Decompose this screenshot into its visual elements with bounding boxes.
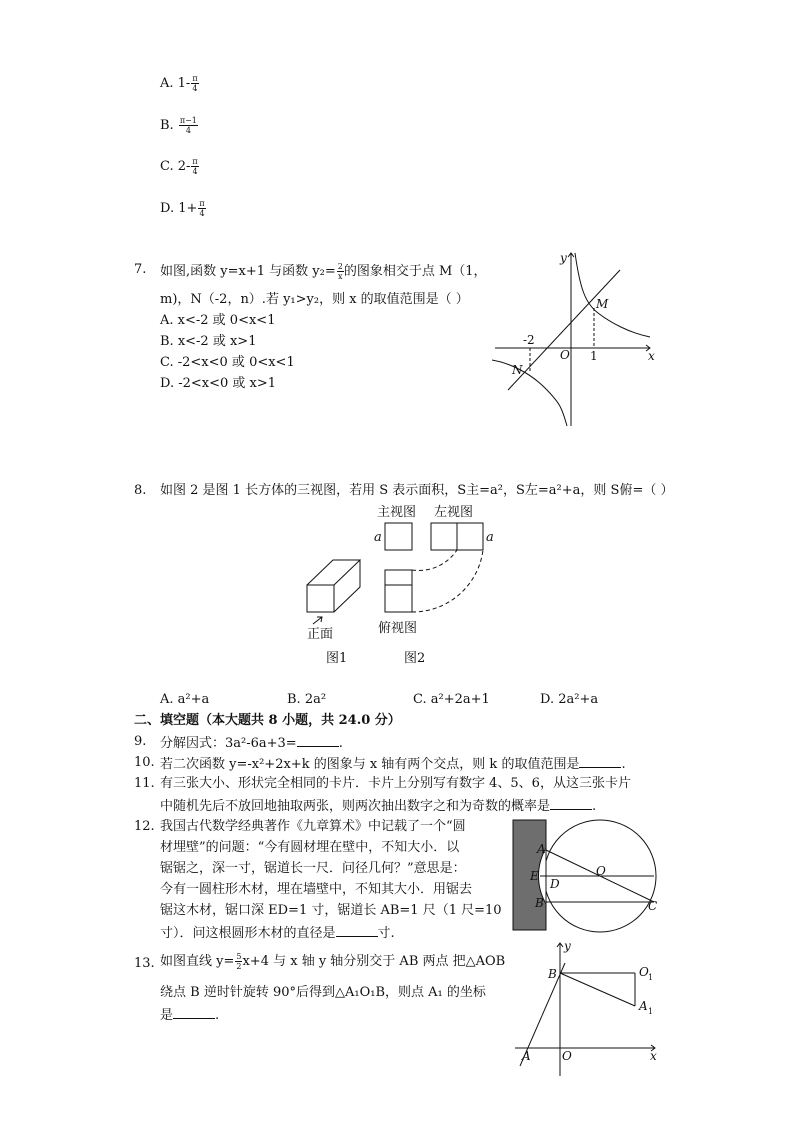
x-label: x <box>648 349 655 363</box>
projection-arc-inner <box>412 550 457 570</box>
fig2-label: 图2 <box>404 651 426 666</box>
q6-option-b-fraction <box>179 116 198 135</box>
q13-line1-suffix: x+4 与 x 轴 y 轴分别交于 AB 两点 把△AOB <box>242 954 506 969</box>
q13-line1-prefix: 如图直线 y= <box>160 954 235 969</box>
q6-option-c-prefix: C. 2- <box>160 159 191 174</box>
point-o1-label: O <box>639 965 649 979</box>
q8-option-b: B. 2a² <box>287 692 327 707</box>
projection-arc-outer <box>412 550 483 612</box>
q9-question: 分解因式：3a²-6a+3= <box>160 736 297 751</box>
q12-figure <box>510 818 670 936</box>
fraction-denominator: 4 <box>192 167 198 176</box>
q9-answer-blank[interactable] <box>297 734 339 747</box>
x-label: x <box>650 1049 657 1063</box>
front-label: 正面 <box>307 627 334 642</box>
left-view-label: 左视图 <box>434 505 474 520</box>
point-e-label: E <box>530 869 539 883</box>
q11-question: 中随机先后不放回地抽取两张，则两次抽出数字之和为奇数的概率是 <box>160 799 551 814</box>
q10-period: . <box>621 757 626 772</box>
fraction-numerator: π−1 <box>179 116 197 125</box>
fraction-numerator: 2 <box>337 262 343 271</box>
top-view-rect <box>385 570 412 612</box>
q11-number: 11. <box>134 776 155 791</box>
q9-text <box>160 734 343 752</box>
q6-option-a-prefix: A. 1- <box>160 76 191 91</box>
q8-text: 如图 2 是图 1 长方体的三视图，若用 S 表示面积，S主=a²，S左=a²+a，则 S俯=（ ） <box>160 483 674 498</box>
q7-graph <box>490 248 660 428</box>
q12-line4: 今有一圆柱形木材，埋在墙壁中，不知其大小．用锯去 <box>160 882 473 897</box>
q13-number: 13. <box>134 956 155 971</box>
q6-option-b <box>160 116 198 135</box>
q6-option-d-prefix: D. 1+ <box>160 201 198 216</box>
q9-number: 9. <box>134 734 147 749</box>
q12-answer-blank[interactable] <box>336 924 378 937</box>
point-c-label: C <box>648 899 658 913</box>
origin-label: O <box>560 348 570 362</box>
q11-line2 <box>160 797 596 815</box>
point-o1-subscript: 1 <box>648 973 654 982</box>
q7-line2: m)，N（-2，n）.若 y₁>y₂，则 x 的取值范围是（ ） <box>160 292 469 307</box>
point-n-label: N <box>512 363 523 377</box>
q10-number: 10. <box>134 755 155 770</box>
q11-answer-blank[interactable] <box>550 797 592 810</box>
point-a-label: A <box>522 1049 531 1063</box>
point-m-label: M <box>596 297 609 311</box>
q11-line1: 有三张大小、形状完全相同的卡片．卡片上分别写有数字 4、5、6，从这三张卡片 <box>160 776 631 791</box>
q11-period: . <box>592 799 597 814</box>
q6-option-b-prefix: B. <box>160 118 178 133</box>
cuboid-side-face <box>334 560 360 612</box>
fraction-denominator: 4 <box>185 126 191 135</box>
section-2-title: 二、填空题（本大题共 8 小题，共 24.0 分） <box>134 713 401 728</box>
q13-line2: 绕点 B 逆时针旋转 90°后得到△A₁O₁B，则点 A₁ 的坐标 <box>160 985 486 1000</box>
fraction-denominator: 2 <box>236 962 242 971</box>
q7-option-c: C. -2<x<0 或 0<x<1 <box>160 355 295 370</box>
q13-question: 是 <box>160 1008 174 1023</box>
q10-answer-blank[interactable] <box>579 755 621 768</box>
point-a1-subscript: 1 <box>648 1007 654 1016</box>
q12-unit: 寸. <box>377 926 395 941</box>
cuboid-front-face <box>307 585 334 612</box>
q8-option-d: D. 2a²+a <box>540 692 599 707</box>
q12-line2: 材埋壁”的问题：“今有圆材埋在壁中，不知大小．以 <box>160 840 460 855</box>
fraction-numerator: π <box>199 199 205 208</box>
dimension-a-right: a <box>486 530 494 545</box>
hyperbola-branch-q1 <box>575 253 650 337</box>
fraction-numerator: π <box>192 74 198 83</box>
q6-option-a <box>160 74 199 93</box>
q7-option-d: D. -2<x<0 或 x>1 <box>160 376 277 391</box>
q8-number: 8. <box>134 483 147 498</box>
q12-line3: 锯锯之，深一寸，锯道长一尺．问径几何？”意思是： <box>160 861 466 876</box>
q13-line3 <box>160 1006 219 1024</box>
q13-answer-blank[interactable] <box>173 1006 215 1019</box>
y-label: y <box>560 251 567 265</box>
q12-number: 12. <box>134 819 155 834</box>
q12-line5: 锯这木材，锯口深 ED=1 寸，锯道长 AB=1 尺（1 尺=10 <box>160 903 502 918</box>
front-arrow <box>313 617 322 624</box>
point-d-label: D <box>550 877 560 891</box>
q12-line1: 我国古代数学经典著作《九章算术》中记载了一个“圆 <box>160 819 466 834</box>
point-o-label: O <box>596 864 606 878</box>
dimension-a-left: a <box>374 530 382 545</box>
tick-1-label: 1 <box>590 349 598 363</box>
q12-line6 <box>160 924 395 942</box>
main-view-label: 主视图 <box>377 505 417 520</box>
point-a-label: A <box>537 842 546 856</box>
top-view-label: 俯视图 <box>378 621 418 636</box>
q6-option-d-fraction <box>198 199 205 218</box>
tick-neg2-label: -2 <box>523 333 535 347</box>
q6-option-a-fraction <box>191 74 198 93</box>
q7-number: 7. <box>134 262 147 277</box>
point-a1-label: A <box>639 999 648 1013</box>
fraction-denominator: x <box>338 272 343 281</box>
q7-fraction <box>337 262 344 281</box>
fraction-numerator: π <box>192 157 198 166</box>
q13-graph <box>510 938 665 1078</box>
q8-figure <box>300 500 510 670</box>
q6-option-c <box>160 157 199 176</box>
q7-option-a: A. x<-2 或 0<x<1 <box>160 313 276 328</box>
origin-label: O <box>562 1049 572 1063</box>
segment-ba1 <box>560 973 635 1006</box>
q7-line1-end: 的图象相交于点 M（1， <box>343 264 487 279</box>
q8-option-c: C. a²+2a+1 <box>413 692 490 707</box>
q10-text <box>160 755 626 773</box>
cuboid-top-face <box>307 560 360 585</box>
q7-line1 <box>160 262 487 281</box>
q6-option-c-fraction <box>191 157 198 176</box>
fraction-denominator: 4 <box>192 84 198 93</box>
y-label: y <box>564 939 571 953</box>
point-b-label: B <box>548 967 557 981</box>
q10-question: 若二次函数 y=-x²+2x+k 的图象与 x 轴有两个交点，则 k 的取值范围是 <box>160 757 580 772</box>
q8-option-a: A. a²+a <box>160 692 210 707</box>
q13-line1 <box>160 952 505 971</box>
q9-period: . <box>338 736 343 751</box>
fig1-label: 图1 <box>326 651 348 666</box>
fraction-numerator: 5 <box>236 952 242 961</box>
fraction-denominator: 4 <box>199 209 205 218</box>
point-b-label: B <box>535 896 544 910</box>
main-view-rect <box>385 523 412 550</box>
q7-option-b: B. x<-2 或 x>1 <box>160 334 257 349</box>
q12-question: 寸）．问这根圆形木材的直径是 <box>160 926 336 941</box>
q13-period: . <box>215 1008 220 1023</box>
q6-option-d <box>160 199 206 218</box>
q7-line1-text: 如图,函数 y=x+1 与函数 y₂= <box>160 264 336 279</box>
